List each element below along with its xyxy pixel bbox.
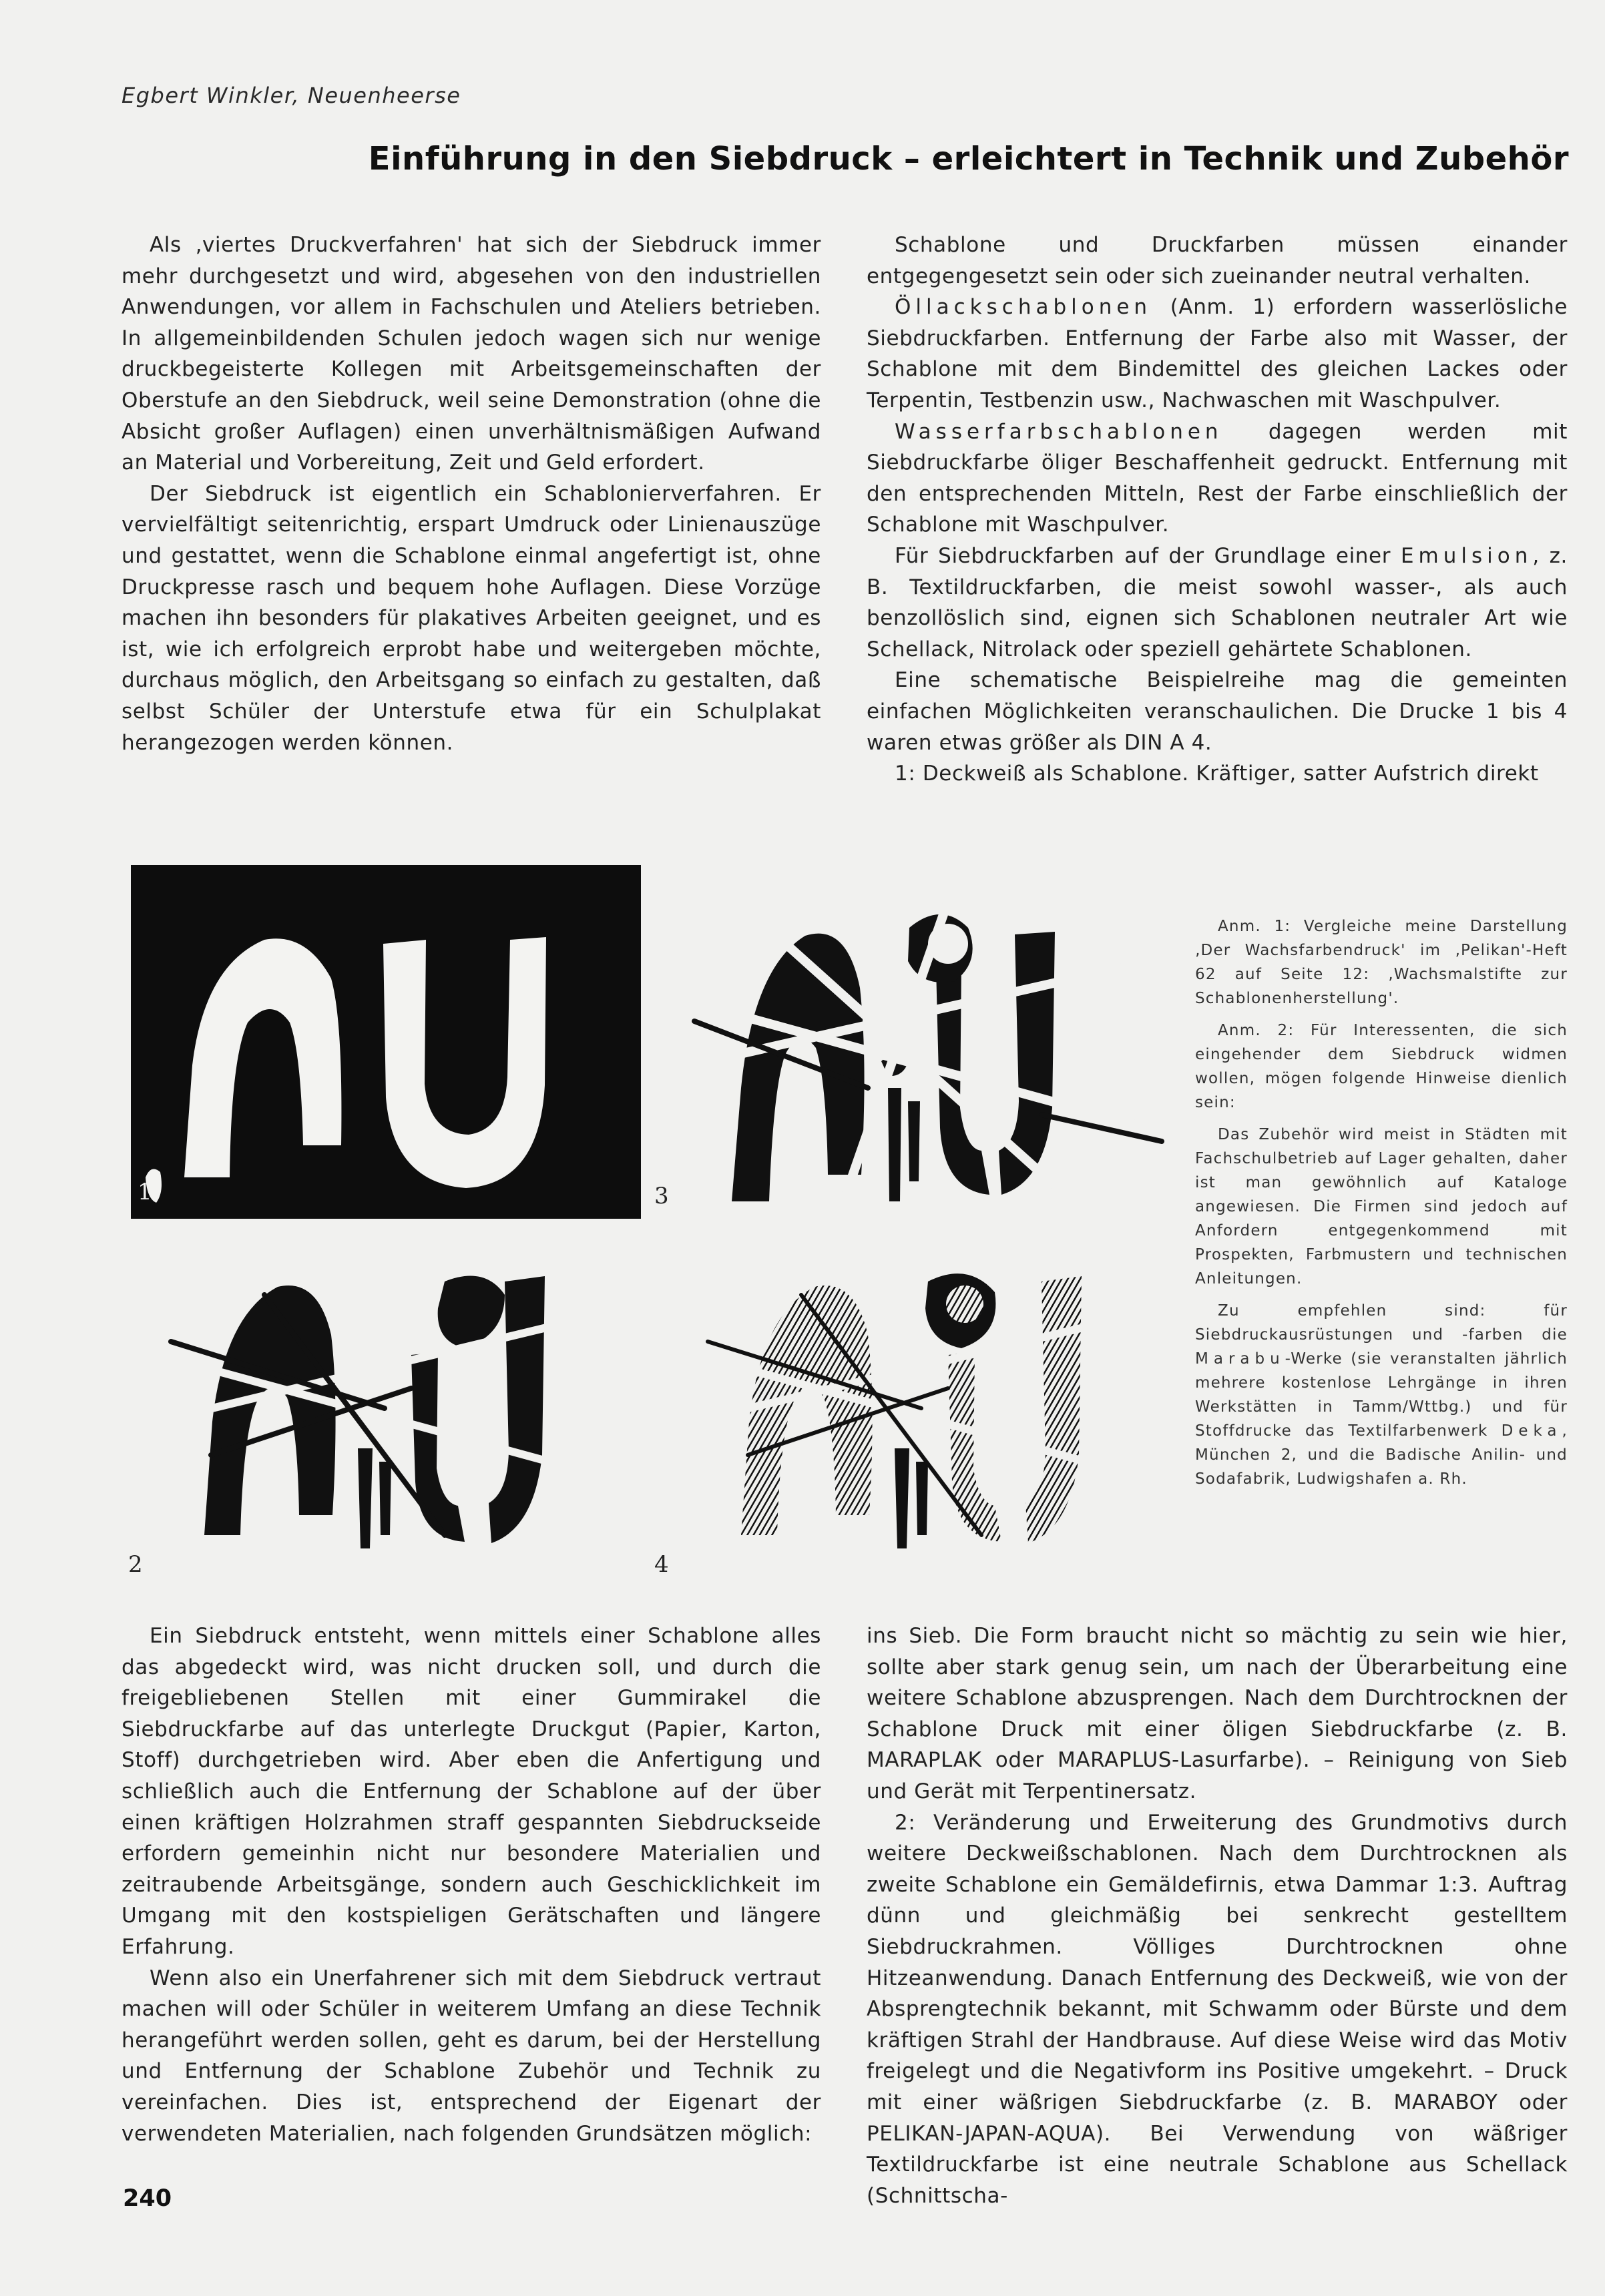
footnote-2: Anm. 2: Für Interessenten, die sich eingehender dem Siebdruck widmen wollen, mögen folgende Hinweise dienlich sein: (1195, 1022, 1568, 1111)
footnotes (1195, 914, 1568, 1499)
term-marabu: Marabu (1195, 1350, 1285, 1368)
footnote-2-paragraph: Das Zubehör wird meist in Städten mit Fachschulbetrieb auf Lager gehalten, daher ist man gewöhnlich auf Kataloge angewiesen. Die Firmen sind jedoch auf Anfordern entgegenkommend mit Prospekten, Farbmustern und technischen Anleitungen. (1195, 1126, 1568, 1287)
footnote-text: -Werke (sie veranstalten jährlich mehrere kostenlose Lehrgänge in ihren Werkstätten in Tamm/Wttbg.) und für Stoffdrucke das Textilfarbenwerk (1195, 1350, 1568, 1440)
paragraph: Als ‚viertes Druckverfahren' hat sich der Siebdruck immer mehr durchgesetzt und wird, abgesehen von den industriellen Anwendungen, vor allem in Fachschulen und Ateliers betrieben. In allgemeinbildenden Schulen jedoch wagen sich nur wenige druckbegeisterte Kollegen mit Arbeitsgemeinschaften der Oberstufe an den Siebdruck, weil seine Demonstration (ohne die Absicht großer Auflagen) einen unverhältnismäßigen Aufwand an Material und Vorbereitung, Zeit und Geld erfordert. (122, 233, 821, 475)
paragraph: 2: Veränderung und Erweiterung des Grundmotivs durch weitere Deckweißschablonen. Nach dem Durchtrocknen als zweite Schablone ein Gemäldefirnis, etwa Dammar 1:3. Auftrag dünn und gleichmäßig bei senkrecht gestelltem Siebdruckrahmen. Völliges Durchtrocknen ohne Hitzeanwendung. Danach Entfernung des Deckweiß, wie von der Absprengtechnik bekannt, mit Schwamm oder Bürste und dem kräftigen Strahl der Handbrause. Auf diese Weise wird das Motiv freigelegt und die Negativform ins Positive umgekehrt. – Druck mit einer wäßrigen Siebdruckfarbe (z. B. MARABOY oder PELIKAN-JAPAN-AQUA). Bei Verwendung von wäßriger Textildruckfarbe ist eine neutrale Schablone aus Schellack (Schnittscha- (867, 1810, 1568, 2208)
text-column-bottom-right (867, 1621, 1568, 2211)
text-column-top-left (122, 230, 821, 758)
paragraph: Eine schematische Beispielreihe mag die gemeinten einfachen Möglichkeiten veranschaulichen. Die Drucke 1 bis 4 waren etwas größer als DIN A 4. (867, 668, 1568, 755)
term-oellackschablonen: Öllackschablonen (895, 295, 1152, 320)
paragraph (867, 292, 1568, 416)
figure-label-2: 2 (128, 1551, 143, 1578)
figure-label-4: 4 (654, 1551, 669, 1578)
figure-print-2 (131, 1255, 638, 1555)
footnote-2-paragraph (1195, 1299, 1568, 1491)
print-2-image (131, 1255, 638, 1555)
paragraph: Ein Siebdruck entsteht, wenn mittels einer Schablone alles das abgedeckt wird, was nicht drucken soll, und durch die freigebliebenen Stellen mit einer Gummirakel die Siebdruckfarbe auf das unterlegte Druckgut (Papier, Karton, Stoff) durchgetrieben wird. Aber eben die Anfertigung und schließlich auch die Entfernung der Schablone auf der über einen kräftigen Holzrahmen straff gespannten Siebdruckseide erfordern gemeinhin nicht nur besondere Materialien und zeitraubende Arbeitsgänge, sondern auch Geschicklichkeit im Umgang mit den kostspieligen Gerätschaften und längere Erfahrung. (122, 1624, 821, 1959)
paragraph-text: Für Siebdruckfarben auf der Grundlage einer (895, 543, 1401, 568)
footnote-1: Anm. 1: Vergleiche meine Darstellung ‚Der Wachsfarbendruck' im ‚Pelikan'-Heft 62 auf Seite 12: ‚Wachsmalstifte zur Schablonenherstellung'. (1195, 918, 1568, 1007)
paragraph: Wenn also ein Unerfahrener sich mit dem Siebdruck vertraut machen will oder Schüler in weiterem Umfang an diese Technik herangeführt werden sollen, geht es darum, bei der Herstellung und Entfernung der Schablone Zubehör und Technik zu vereinfachen. Dies ist, entsprechend der Eigenart der verwendeten Materialien, nach folgenden Grundsätzen möglich: (122, 1966, 821, 2146)
print-1-image (131, 865, 641, 1219)
figure-print-3 (668, 888, 1175, 1228)
paragraph-text: dagegen werden mit Siebdruckfarbe öliger Beschaffenheit gedruckt. Entfernung mit den entsprechenden Mitteln, Rest der Farbe einschließlich der Schablone mit Waschpulver. (867, 419, 1568, 537)
article-title: Einführung in den Siebdruck – erleichtert in Technik und Zubehör (368, 140, 1569, 178)
text-column-top-right (867, 230, 1568, 790)
figure-print-4 (668, 1255, 1175, 1555)
term-deka: Deka (1501, 1422, 1562, 1440)
author-line: Egbert Winkler, Neuenheerse (122, 83, 461, 108)
paragraph (867, 541, 1568, 665)
page-number: 240 (123, 2185, 172, 2212)
figure-label-3: 3 (654, 1183, 669, 1209)
figure-label-1: 1 (138, 1179, 152, 1205)
print-3-image (668, 888, 1175, 1228)
paragraph: 1: Deckweiß als Schablone. Kräftiger, satter Aufstrich direkt (895, 762, 1539, 786)
footnote-text: , München 2, und die Badische Anilin- und Sodafabrik, Ludwigshafen a. Rh. (1195, 1422, 1568, 1488)
term-wasserfarbschablonen: Wasserfarbschablonen (895, 419, 1223, 444)
paragraph-text: , z. B. Textildruckfarben, die meist sowohl wasser-, als auch benzollöslich sind, eignen sich Schablonen neutraler Art wie Schellack, Nitrolack oder speziell gehärtete Schablonen. (867, 543, 1568, 661)
term-emulsion: Emulsion (1400, 543, 1533, 568)
print-4-image (668, 1255, 1175, 1555)
paragraph-text: (Anm. 1) erfordern wasserlösliche Siebdruckfarben. Entfernung der Farbe also mit Wasser, der Schablone mit dem Bindemittel des gleichen Lackes oder Terpentin, Testbenzin usw., Nachwaschen mit Waschpulver. (867, 295, 1568, 412)
paragraph: Schablone und Druckfarben müssen einander entgegengesetzt sein oder sich zueinander neutral verhalten. (867, 233, 1568, 288)
figure-print-1 (131, 865, 641, 1219)
footnote-text: Zu empfehlen sind: für Siebdruckausrüstungen und -farben die (1195, 1302, 1568, 1344)
paragraph (867, 416, 1568, 541)
text-column-bottom-left (122, 1621, 821, 2149)
paragraph: ins Sieb. Die Form braucht nicht so mächtig zu sein wie hier, sollte aber stark genug sein, um nach der Überarbeitung eine weitere Schablone abzusprengen. Nach dem Durchtrocknen der Schablone Druck mit einer öligen Siebdruckfarbe (z. B. MARAPLAK oder MARAPLUS-Lasurfarbe). – Reinigung von Sieb und Gerät mit Terpentinersatz. (867, 1624, 1568, 1803)
paragraph: Der Siebdruck ist eigentlich ein Schablonierverfahren. Er vervielfältigt seitenrichtig, erspart Umdruck oder Linienauszüge und gestattet, wenn die Schablone einmal angefertigt ist, ohne Druckpresse rasch und bequem hohe Auflagen. Diese Vorzüge machen ihn besonders für plakatives Arbeiten geeignet, und es ist, wie ich erfolgreich erprobt habe und weitergeben möchte, durchaus möglich, den Arbeitsgang so einfach zu gestalten, daß selbst Schüler der Unterstufe etwa für ein Schulplakat herangezogen werden können. (122, 481, 821, 755)
